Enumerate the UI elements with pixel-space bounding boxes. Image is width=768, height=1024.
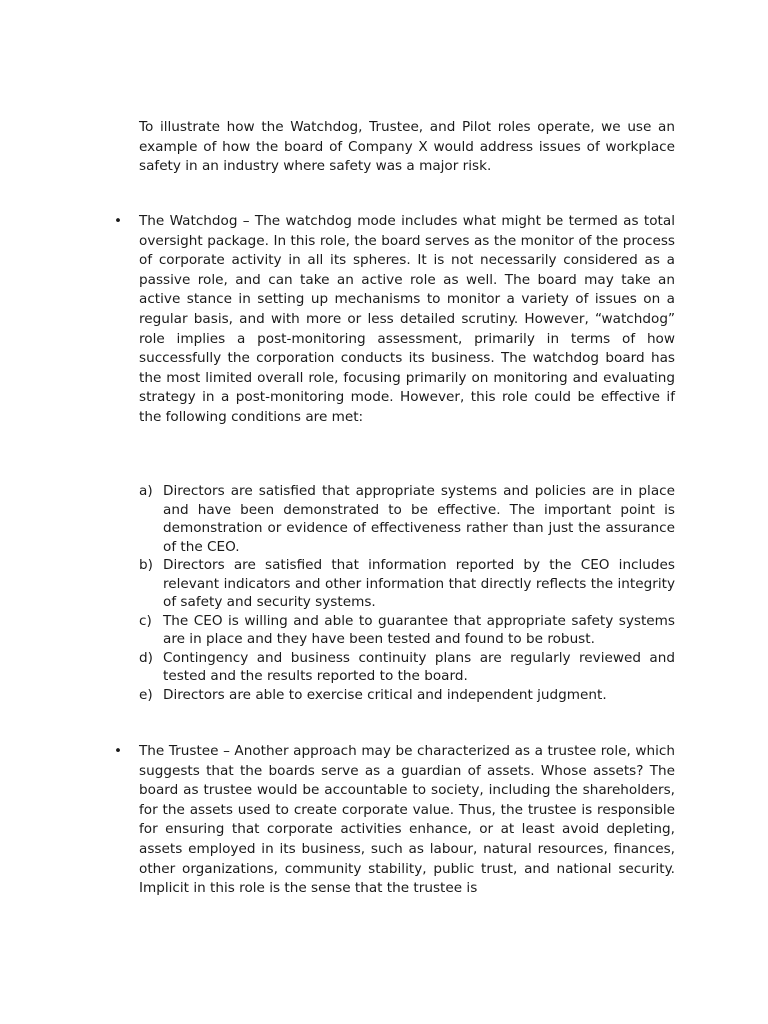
list-item — [0, 649, 768, 686]
bullet-dot-icon: • — [114, 743, 123, 759]
list-item — [0, 482, 768, 556]
list-item — [0, 686, 768, 705]
list-item-text: Contingency and business continuity plans are regularly reviewed and tested and the results reported to the board. — [163, 649, 675, 684]
list-marker: d) — [139, 649, 153, 666]
list-item-text: Directors are able to exercise critical and independent judgment. — [163, 686, 607, 703]
intro-paragraph: To illustrate how the Watchdog, Trustee, and Pilot roles operate, we use an example of how the board of Company X would address issues of workplace safety in an industry where safety was a major risk. — [139, 119, 675, 175]
list-marker: c) — [139, 612, 152, 629]
list-item — [0, 612, 768, 649]
list-marker: e) — [139, 686, 153, 703]
list-marker: b) — [139, 557, 153, 573]
trustee-paragraph: The Trustee – Another approach may be characterized as a trustee role, which suggests that the boards serve as a guardian of assets. Whose assets? The board as trustee would be accountable to society, including the shareholders, for the assets used to create corporate value. Thus, the trustee is responsible for ensuring that corporate activities enhance, or at least avoid depleting, assets employed in its business, such as labour, natural resources, finances, other organizations, community stability, public trust, and national security. Implicit in this role is the sense that the trustee is — [139, 743, 675, 897]
watchdog-paragraph: The Watchdog – The watchdog mode includes what might be termed as total oversight package. In this role, the board serves as the monitor of the process of corporate activity in all its spheres. It is not necessarily considered as a passive role, and can take an active role as well. The board may take an active stance in setting up mechanisms to monitor a variety of issues on a regular basis, and with more or less detailed scrutiny. However, “watchdog” role implies a post-monitoring assessment, primarily in terms of how successfully the corporation conducts its business. The watchdog board has the most limited overall role, focusing primarily on monitoring and evaluating strategy in a post-monitoring mode. However, this role could be effective if the following conditions are met: — [139, 213, 675, 425]
list-item-text: The CEO is willing and able to guarantee that appropriate safety systems are in place and they have been tested and found to be robust. — [163, 612, 675, 647]
list-item — [0, 556, 768, 612]
bullet-dot-icon: • — [114, 213, 123, 229]
list-marker: a) — [139, 483, 153, 499]
list-item-text: Directors are satisfied that information reported by the CEO includes relevant indicators and other information that directly reflects the integrity of safety and security systems. — [163, 557, 675, 610]
conditions-list — [0, 482, 768, 704]
list-item-text: Directors are satisfied that appropriate systems and policies are in place and have been demonstrated to be effective. The important point is demonstration or evidence of effectiveness rather than just the assurance of the CEO. — [163, 483, 675, 555]
